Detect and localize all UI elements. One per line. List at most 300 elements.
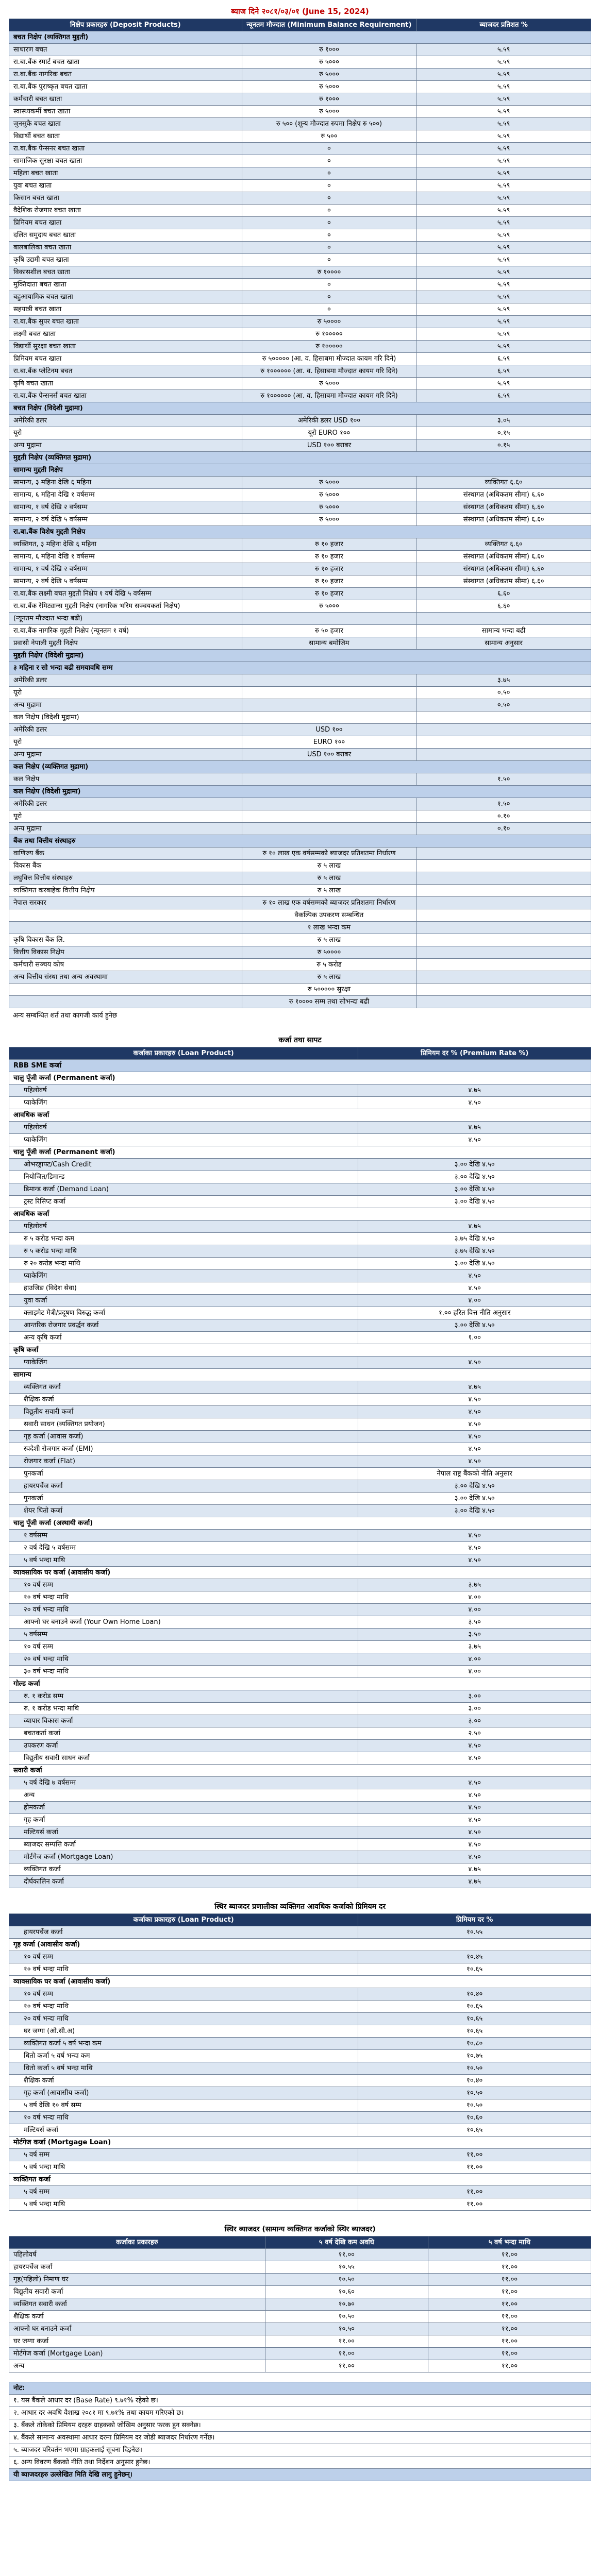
deposit-product: अमेरिकी डलर <box>9 724 242 736</box>
loan-rate: ४.५० <box>358 1851 591 1863</box>
table-row <box>9 1468 591 1480</box>
loan-product: प्याकेजिंग <box>9 1357 358 1369</box>
deposit-min-balance: ० <box>242 291 416 303</box>
deposit-product: अन्य वित्तीय संस्था तथा अन्य अवस्थामा <box>9 971 242 984</box>
loan-table3-title: स्थिर ब्याजदर (सामान्य व्यक्तिगत कर्जाको स्थिर ब्याजदर) <box>224 2225 376 2233</box>
table-row <box>9 316 591 328</box>
table-row <box>9 1752 591 1765</box>
table-row <box>9 341 591 353</box>
deposit-min-balance: ० <box>242 180 416 192</box>
loan2-col-product: कर्जाका प्रकारहरु (Loan Product) <box>9 1914 358 1926</box>
deposit-rate: ५.५९ <box>416 143 591 155</box>
loan-rate: ३.५० <box>358 1629 591 1641</box>
loan-product: ब्याजदर सम्पत्ति कर्जा <box>9 1839 358 1851</box>
deposit-product: रा.बा.बैंक नागरिक बचत <box>9 69 242 81</box>
loan-product: १० वर्ष भन्दा माथि <box>9 1591 358 1604</box>
subsection-header: आवधिक कर्जा <box>9 1208 591 1221</box>
loan-product: रु. १ करोड सम्म <box>9 1690 358 1703</box>
table-row <box>9 353 591 365</box>
table-row <box>9 1579 591 1591</box>
loan-rate: ३.०० <box>358 1703 591 1715</box>
table-row <box>9 229 591 242</box>
deposit-rate: ३.७५ <box>416 674 591 687</box>
loan-product: ३० वर्ष भन्दा माथि <box>9 1666 358 1678</box>
loan-rate: ३.०० देखि ४.५० <box>358 1159 591 1171</box>
table-row <box>9 1418 591 1431</box>
loan-product: रोजगार कर्जा (Flat) <box>9 1455 358 1468</box>
loan3-rate-a: ११.०० <box>265 2360 428 2372</box>
deposit-product <box>9 984 242 996</box>
notes-body <box>9 2382 591 2481</box>
deposit-product: वाणिज्य बैंक <box>9 848 242 860</box>
deposit-rate: ०.५० <box>416 699 591 711</box>
loan-product: मल्टियर्स कर्जा <box>9 1826 358 1839</box>
loan-rate: १०.६० <box>358 2112 591 2124</box>
deposit-min-balance <box>242 699 416 711</box>
loan3-rate-a: १०.७० <box>265 2298 428 2311</box>
table-row <box>9 1072 591 1084</box>
deposit-min-balance: USD १०० <box>242 724 416 736</box>
deposit-min-balance: USD १०० बराबर <box>242 749 416 761</box>
deposit-min-balance: USD १०० बराबर <box>242 439 416 452</box>
loan-product: रु. १ करोड भन्दा माथि <box>9 1703 358 1715</box>
deposit-min-balance: ० <box>242 254 416 266</box>
table-row <box>9 2137 591 2149</box>
deposit-rate: ६.५९ <box>416 353 591 365</box>
table-row <box>9 291 591 303</box>
loan-product: २० वर्ष भन्दा माथि <box>9 2013 358 2025</box>
loan-product: ५ वर्ष सम्म <box>9 2186 358 2198</box>
loan-product: हायरपर्चेज कर्जा <box>9 1480 358 1493</box>
deposit-product: अमेरिकी डलर <box>9 415 242 427</box>
loan-table-body <box>9 1060 591 1888</box>
notes-table <box>9 2382 591 2481</box>
subsection-header: व्यावसायिक घर कर्जा (आवासीय कर्जा) <box>9 1567 591 1579</box>
deposit-min-balance: रु ५ लाख <box>242 872 416 885</box>
table-row <box>9 996 591 1008</box>
deposit-rate: संस्थागत (अधिकतम सीमा) ६.६० <box>416 514 591 526</box>
table-row <box>9 1357 591 1369</box>
loan-product: ५ वर्ष भन्दा माथि <box>9 1554 358 1567</box>
table-row <box>9 1653 591 1666</box>
section-header: सामान्य मुद्दती निक्षेप <box>9 464 591 477</box>
table-row <box>9 699 591 711</box>
table-row <box>9 2149 591 2161</box>
table-row <box>9 130 591 143</box>
deposit-min-balance <box>242 773 416 786</box>
loan-rate: ४.०० <box>358 1295 591 1307</box>
loan-rate: ४.०० <box>358 1666 591 1678</box>
loan-rate: ४.५० <box>358 1777 591 1789</box>
deposit-rate: ५.५९ <box>416 229 591 242</box>
table-row <box>9 1567 591 1579</box>
loan-product: विद्युतीय सवारी साधन कर्जा <box>9 1752 358 1765</box>
loan-col-product: कर्जाका प्रकारहरु (Loan Product) <box>9 1047 358 1060</box>
deposit-min-balance: रु ५०० <box>242 130 416 143</box>
table-row <box>9 860 591 872</box>
deposit-product: सामान्य, ६ महिना देखि १ वर्षसम्म <box>9 551 242 563</box>
loan-rate: ३.०० देखि ४.५० <box>358 1183 591 1196</box>
loan-product: डिमान्ड कर्जा (Demand Loan) <box>9 1183 358 1196</box>
loan-rate: १०.६५ <box>358 2013 591 2025</box>
table-row <box>9 2038 591 2050</box>
table-row <box>9 1171 591 1183</box>
deposit-rate: ३.०५ <box>416 415 591 427</box>
loan-rate: १०.४० <box>358 2075 591 2087</box>
deposit-table <box>9 19 591 1008</box>
deposit-rate <box>416 736 591 749</box>
table-row <box>9 1431 591 1443</box>
deposit-min-balance: रु १०००००० (आ. व. हिसाबमा मौज्दात कायम गरि दिने) <box>242 365 416 378</box>
deposit-rate: ०.१० <box>416 810 591 823</box>
table-row <box>9 897 591 909</box>
loan-product: मल्टियर्स कर्जा <box>9 2124 358 2137</box>
loan3-product: गृह(पहिलो) निमाण घर <box>9 2274 265 2286</box>
table-row <box>9 93 591 106</box>
deposit-product: अन्य मुद्रामा <box>9 749 242 761</box>
table-row <box>9 1690 591 1703</box>
subsection-header: सामान्य <box>9 1369 591 1381</box>
deposit-product: साधारण बचत <box>9 44 242 56</box>
loan-product: व्यापार विकास कर्जा <box>9 1715 358 1727</box>
deposit-rate <box>416 848 591 860</box>
note-line: ५. ब्याजदर परिवर्तन भएमा ग्राहकलाई सूचना दिइनेछ। <box>9 2444 591 2456</box>
table-row <box>9 1381 591 1394</box>
table-row <box>9 464 591 477</box>
table-row <box>9 1629 591 1641</box>
deposit-rate <box>416 872 591 885</box>
deposit-product: कर्मचारी बचत खाता <box>9 93 242 106</box>
loan-rate: ११.०० <box>358 2161 591 2174</box>
rate-sheet <box>9 0 591 2492</box>
table-row <box>9 242 591 254</box>
deposit-rate: संस्थागत (अधिकतम सीमा) ६.६० <box>416 551 591 563</box>
table-row <box>9 959 591 971</box>
section-header: मुद्दती निक्षेप (विदेशी मुद्रामा) <box>9 650 591 662</box>
section-header: बैंक तथा वित्तीय संस्थाहरु <box>9 835 591 848</box>
notes-footer: यी ब्याजदरहरु उल्लेखित मिति देखि लागु हुनेछन्। <box>9 2469 591 2481</box>
deposit-min-balance: ० <box>242 192 416 205</box>
loan3-rate-b: ११.०० <box>428 2335 591 2348</box>
note-line: ६. अन्य विवरण बैंकको नीति तथा निर्देशन अनुसार हुनेछ। <box>9 2456 591 2469</box>
deposit-min-balance: रु १०००००० (आ. व. हिसाबमा मौज्दात कायम गरि दिने) <box>242 390 416 402</box>
table-row <box>9 922 591 934</box>
loan-rate: ११.०० <box>358 2198 591 2211</box>
table-row <box>9 328 591 341</box>
deposit-product: सामान्य, ६ महिना देखि १ वर्षसम्म <box>9 489 242 501</box>
deposit-rate <box>416 749 591 761</box>
deposit-min-balance: रु १००० <box>242 93 416 106</box>
subsection-header: आवधिक कर्जा <box>9 1109 591 1122</box>
subsection-header: कृषि कर्जा <box>9 1344 591 1357</box>
note-line: २. आधार दर अवधि वैशाख २०८१ मा ९.७१% तथा कायम गरिएको छ। <box>9 2407 591 2419</box>
deposit-min-balance: यूरो EURO १०० <box>242 427 416 439</box>
subsection-header: चालु पूँजी कर्जा (Permanent कर्जा) <box>9 1146 591 1159</box>
table-row <box>9 402 591 415</box>
table-row <box>9 118 591 130</box>
table-row <box>9 2274 591 2286</box>
table-row <box>9 69 591 81</box>
deposit-product: रा.बा.बैंक रेमिट्यान्स मुद्दती निक्षेप (नागरिक भरिम सञ्चयकर्ता निक्षेप) <box>9 600 242 613</box>
loan3-rate-b: ११.०० <box>428 2274 591 2286</box>
loan-table2 <box>9 1913 591 2211</box>
deposit-min-balance: रु ५००००० सुरक्षा <box>242 984 416 996</box>
loan3-rate-a: १०.५५ <box>265 2261 428 2274</box>
loan-product: ५ वर्ष सम्म <box>9 2149 358 2161</box>
deposit-product: रा.बा.बैंक प्लेटिनम बचत <box>9 365 242 378</box>
deposit-product: यूरो <box>9 687 242 699</box>
deposit-product: सहयात्री बचत खाता <box>9 303 242 316</box>
deposit-rate: ५.५९ <box>416 341 591 353</box>
deposit-product: विकास बैंक <box>9 860 242 872</box>
loan-table3-body <box>9 2249 591 2372</box>
deposit-rate: १.५० <box>416 773 591 786</box>
loan3-col-product: कर्जाका प्रकारहरु <box>9 2236 265 2249</box>
deposit-product: अन्य मुद्रामा <box>9 699 242 711</box>
deposit-min-balance: रु १०००० <box>242 266 416 279</box>
table-row <box>9 2348 591 2360</box>
loan3-product: घर जग्गा कर्जा <box>9 2335 265 2348</box>
loan-product: व्यक्तिगत कर्जा <box>9 1863 358 1876</box>
deposit-min-balance: रु ५ करोड <box>242 959 416 971</box>
loan-rate: ४.५० <box>358 1455 591 1468</box>
deposit-min-balance: रु ५०००० <box>242 946 416 959</box>
deposit-rate: ५.५९ <box>416 328 591 341</box>
table-row <box>9 1270 591 1282</box>
table-row <box>9 1641 591 1653</box>
loan-rate: ३.०० देखि ४.५० <box>358 1493 591 1505</box>
loan-rate: ४.७५ <box>358 1221 591 1233</box>
table-row <box>9 711 591 724</box>
table-row <box>9 1196 591 1208</box>
loan-product: बचतकर्ता कर्जा <box>9 1727 358 1740</box>
loan-rate: १०.६५ <box>358 2001 591 2013</box>
deposit-product: अन्य मुद्रामा <box>9 439 242 452</box>
table-row <box>9 1109 591 1122</box>
loan-rate: ४.०० <box>358 1653 591 1666</box>
loan-rate: ४.५० <box>358 1814 591 1826</box>
subsection-header: व्यक्तिगत कर्जा <box>9 2174 591 2186</box>
table-row <box>9 1814 591 1826</box>
loan-product: पुनकर्जा <box>9 1468 358 1480</box>
deposit-product: कल निक्षेप (विदेशी मुद्रामा) <box>9 711 242 724</box>
deposit-product: जुनसुकै बचत खाता <box>9 118 242 130</box>
deposit-rate: ०.१५ <box>416 439 591 452</box>
loan-rate: ४.५० <box>358 1826 591 1839</box>
loan3-rate-a: ११.०० <box>265 2335 428 2348</box>
deposit-min-balance: रु १००००० <box>242 341 416 353</box>
loan3-product: शैक्षिक कर्जा <box>9 2311 265 2323</box>
deposit-min-balance <box>242 711 416 724</box>
table-row <box>9 2432 591 2444</box>
table-row <box>9 1727 591 1740</box>
table-row <box>9 2124 591 2137</box>
loan-product: विद्युतीय सवारी कर्जा <box>9 1406 358 1418</box>
deposit-min-balance: ० <box>242 205 416 217</box>
table-row <box>9 192 591 205</box>
deposit-product: सामान्य, ३ महिना देखि ६ महिना <box>9 477 242 489</box>
loan-rate: ११.०० <box>358 2149 591 2161</box>
table-row <box>9 1208 591 1221</box>
loan-product: २ वर्ष देखि ५ वर्षसम्म <box>9 1542 358 1554</box>
deposit-product: कर्मचारी सञ्चय कोष <box>9 959 242 971</box>
loan-rate: ४.५० <box>358 1282 591 1295</box>
deposit-rate: ६.५९ <box>416 390 591 402</box>
loan-product: ५ वर्ष देखि १० वर्ष सम्म <box>9 2099 358 2112</box>
table-row <box>9 1939 591 1951</box>
table-row <box>9 2186 591 2198</box>
table-row <box>9 2161 591 2174</box>
table-row <box>9 1319 591 1332</box>
loan-product: युवा कर्जा <box>9 1295 358 1307</box>
deposit-product <box>9 922 242 934</box>
table-row <box>9 835 591 848</box>
deposit-min-balance: रु १० हजार <box>242 551 416 563</box>
loan-product: २० वर्ष भन्दा माथि <box>9 1604 358 1616</box>
table-row <box>9 2174 591 2186</box>
deposit-min-balance: सामान्य बमोजिम <box>242 637 416 650</box>
table-row <box>9 514 591 526</box>
loan-rate: ४.७५ <box>358 1863 591 1876</box>
note-line: ४. बैंकले सामान्य अवस्थामा आधार दरमा प्रिमियम दर जोडी ब्याजदर निर्धारण गर्नेछ। <box>9 2432 591 2444</box>
deposit-product: रा.बा.बैंक पेन्सनर्स बचत खाता <box>9 390 242 402</box>
deposit-product: सामान्य, २ वर्ष देखि ५ वर्षसम्म <box>9 514 242 526</box>
loan-product: पहिलोवर्ष <box>9 1221 358 1233</box>
deposit-rate: ५.५९ <box>416 106 591 118</box>
loan3-rate-b: ११.०० <box>428 2323 591 2335</box>
subsection-header: गोल्ड कर्जा <box>9 1678 591 1690</box>
deposit-rate: ५.५९ <box>416 266 591 279</box>
deposit-min-balance: ० <box>242 155 416 167</box>
deposit-min-balance: रु १० लाख एक वर्षसम्मको ब्याजदर प्रतिशतमा निर्धारण <box>242 897 416 909</box>
deposit-min-balance: ० <box>242 279 416 291</box>
deposit-min-balance: १ लाख भन्दा कम <box>242 922 416 934</box>
deposit-rate <box>416 724 591 736</box>
table-row <box>9 588 591 600</box>
table-row <box>9 1233 591 1245</box>
loan-product: दीर्घकालिन कर्जा <box>9 1876 358 1888</box>
deposit-min-balance: ० <box>242 242 416 254</box>
loan-product: गृह कर्जा (आवास कर्जा) <box>9 1431 358 1443</box>
table-row <box>9 477 591 489</box>
deposit-min-balance: रु ५०० (शून्य मौज्दात रुपमा निक्षेप रु ५००) <box>242 118 416 130</box>
deposit-rate: ५.५९ <box>416 81 591 93</box>
deposit-product: युवा बचत खाता <box>9 180 242 192</box>
loan-product: १० वर्ष भन्दा माथि <box>9 1963 358 1976</box>
table-row <box>9 1369 591 1381</box>
loan-rate: ३.०० <box>358 1715 591 1727</box>
loan-rate: ११.०० <box>358 2186 591 2198</box>
deposit-product: कृषि बचत खाता <box>9 378 242 390</box>
deposit-rate: ०.५० <box>416 687 591 699</box>
table-row <box>9 810 591 823</box>
table-row <box>9 2099 591 2112</box>
deposit-rate: ५.५९ <box>416 378 591 390</box>
deposit-min-balance: रु ५००० <box>242 501 416 514</box>
deposit-product: कल निक्षेप <box>9 773 242 786</box>
deposit-footnote: अन्य सम्बन्धित शर्त तथा कागजी कार्य हुनेछ <box>13 1012 118 1020</box>
deposit-product: सामान्य, २ वर्ष देखि ५ वर्षसम्म <box>9 575 242 588</box>
deposit-min-balance: रु ५००० <box>242 106 416 118</box>
deposit-rate: व्यक्तिगत ६.६० <box>416 477 591 489</box>
table-row <box>9 2013 591 2025</box>
table-row <box>9 1159 591 1171</box>
loan-product: अन्य कृषि कर्जा <box>9 1332 358 1344</box>
table-row <box>9 798 591 810</box>
table-row <box>9 2298 591 2311</box>
loan-rate: ३.७५ देखि ४.५० <box>358 1245 591 1258</box>
loan-rate: ४.५० <box>358 1740 591 1752</box>
notes-head: नोट: <box>9 2382 591 2395</box>
loan-product: क्लाइमेट मैत्री/प्रदूषण विरुद्ध कर्जा <box>9 1307 358 1319</box>
table-row <box>9 2050 591 2062</box>
table-row <box>9 946 591 959</box>
deposit-product: वित्तीय विकास निक्षेप <box>9 946 242 959</box>
table-row <box>9 1493 591 1505</box>
loan-product: व्यक्तिगत कर्जा <box>9 1381 358 1394</box>
loan3-rate-b: ११.०० <box>428 2261 591 2274</box>
table-row <box>9 415 591 427</box>
loan-rate: ४.५० <box>358 1406 591 1418</box>
loan-rate: १०.४५ <box>358 1951 591 1963</box>
loan-product: हायरपर्चेज कर्जा <box>9 1926 358 1939</box>
deposit-min-balance: रु ५००० <box>242 489 416 501</box>
loan3-rate-b: ११.०० <box>428 2249 591 2261</box>
table-row <box>9 1554 591 1567</box>
deposit-min-balance: रु १० हजार <box>242 588 416 600</box>
table-row <box>9 2335 591 2348</box>
section-header: कल निक्षेप (विदेशी मुद्रामा) <box>9 786 591 798</box>
table-row <box>9 2382 591 2395</box>
deposit-product: सामान्य, १ वर्ष देखि २ वर्षसम्म <box>9 563 242 575</box>
deposit-rate: ५.५९ <box>416 316 591 328</box>
table-row <box>9 538 591 551</box>
loan-product: १० वर्ष सम्म <box>9 1988 358 2001</box>
loan-product: रु ५ करोड भन्दा माथि <box>9 1245 358 1258</box>
deposit-product: प्रवासी नेपाली मुद्दती निक्षेप <box>9 637 242 650</box>
subsection-header: मोर्टगेज कर्जा (Mortgage Loan) <box>9 2137 591 2149</box>
table-row <box>9 365 591 378</box>
deposit-product: प्रिमियम बचत खाता <box>9 217 242 229</box>
deposit-product: प्रिमियम बचत खाता <box>9 353 242 365</box>
loan-table3 <box>9 2236 591 2372</box>
table-row <box>9 2286 591 2298</box>
table-row <box>9 378 591 390</box>
deposit-product: अन्य मुद्रामा <box>9 823 242 835</box>
deposit-rate <box>416 984 591 996</box>
loan3-product: अन्य <box>9 2360 265 2372</box>
table-row <box>9 1666 591 1678</box>
loan-rate: ४.५० <box>358 1542 591 1554</box>
table-row <box>9 2249 591 2261</box>
table-row <box>9 1988 591 2001</box>
table-row <box>9 1344 591 1357</box>
table-row <box>9 390 591 402</box>
deposit-product: विकासशील बचत खाता <box>9 266 242 279</box>
subsection-header: सवारी कर्जा <box>9 1765 591 1777</box>
deposit-product: सामाजिक सुरक्षा बचत खाता <box>9 155 242 167</box>
deposit-min-balance: ० <box>242 167 416 180</box>
deposit-min-balance: रु ५००० <box>242 81 416 93</box>
deposit-min-balance: रु ५ लाख <box>242 860 416 872</box>
table-row <box>9 909 591 922</box>
deposit-rate: ५.५९ <box>416 44 591 56</box>
table-row <box>9 2419 591 2432</box>
table-row <box>9 1703 591 1715</box>
table-row <box>9 2001 591 2013</box>
deposit-rate <box>416 613 591 625</box>
loan-rate: ४.०० <box>358 1591 591 1604</box>
